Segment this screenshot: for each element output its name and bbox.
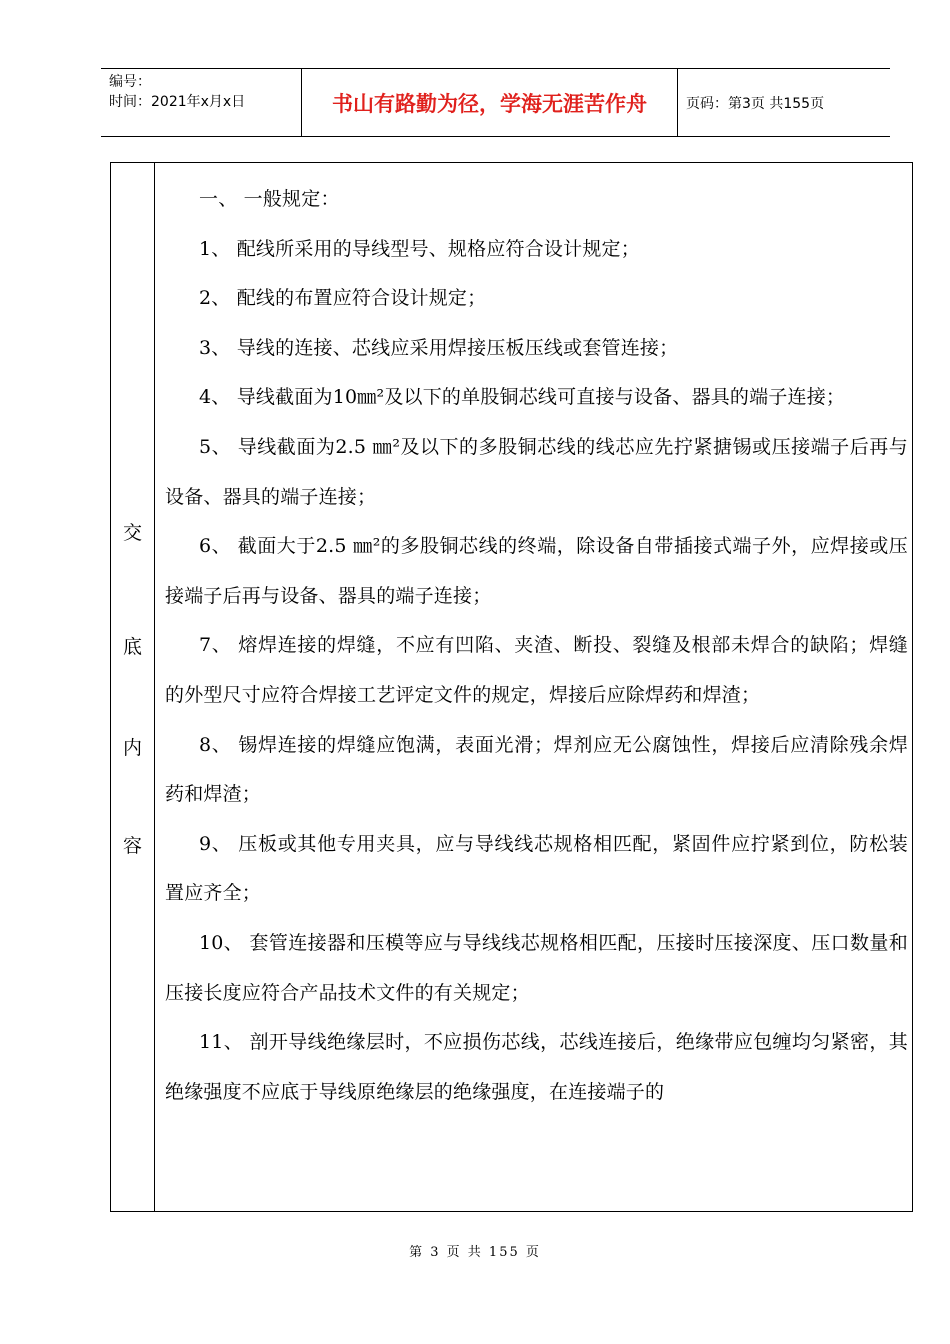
clause-paragraph: 2、 配线的布置应符合设计规定； bbox=[199, 287, 487, 310]
page-footer: 第 3 页 共 155 页 bbox=[409, 1245, 541, 1260]
clause-paragraph: 5、 导线截面为2.5 ㎜²及以下的多股铜芯线的线芯应先拧紧搪锡或压接端子后再与设备、器具的端子连接； bbox=[165, 435, 908, 508]
document-time-label: 时间：2021年x月x日 bbox=[109, 94, 246, 110]
clause-paragraph: 4、 导线截面为10㎜²及以下的单股铜芯线可直接与设备、器具的端子连接； bbox=[199, 386, 846, 409]
label-char: 底 bbox=[122, 636, 142, 658]
disclosure-content bbox=[165, 175, 908, 1117]
header-divider bbox=[677, 69, 678, 136]
clause-paragraph: 9、 压板或其他专用夹具，应与导线线芯规格相匹配，紧固件应拧紧到位，防松装置应齐全； bbox=[165, 832, 908, 905]
clause-paragraph: 6、 截面大于2.5 ㎜²的多股铜芯线的终端，除设备自带插接式端子外，应焊接或压接端子后再与设备、器具的端子连接； bbox=[165, 535, 908, 607]
label-char: 内 bbox=[122, 737, 142, 759]
disclosure-table bbox=[110, 162, 913, 1212]
clause-paragraph: 3、 导线的连接、芯线应采用焊接压板压线或套管连接； bbox=[199, 336, 679, 359]
page-header bbox=[101, 68, 890, 137]
clause-paragraph: 8、 锡焊连接的焊缝应饱满，表面光滑；焊剂应无公腐蚀性，焊接后应清除残余焊药和焊渣； bbox=[165, 733, 908, 806]
clause-paragraph: 10、 套管连接器和压模等应与导线线芯规格相匹配，压接时压接深度、压口数量和压接长度应符合产品技术文件的有关规定； bbox=[165, 931, 908, 1004]
label-char: 交 bbox=[122, 522, 142, 544]
header-meta bbox=[109, 72, 245, 112]
header-motto: 书山有路勤为径，学海无涯苦作舟 bbox=[332, 91, 647, 116]
document-number-label: 编号： bbox=[109, 74, 151, 90]
clause-paragraph: 7、 熔焊连接的焊缝，不应有凹陷、夹渣、断投、裂缝及根部未焊合的缺陷；焊缝的外型尺寸应符合焊接工艺评定文件的规定，焊接后应除焊药和焊渣； bbox=[165, 634, 908, 706]
header-page-number: 页码：第3页 共155页 bbox=[686, 95, 825, 112]
clause-paragraph: 11、 剖开导线绝缘层时，不应损伤芯线，芯线连接后，绝缘带应包缠均匀紧密，其绝缘强度不应底于导线原绝缘层的绝缘强度，在连接端子的 bbox=[165, 1031, 908, 1103]
clause-paragraph: 1、 配线所采用的导线型号、规格应符合设计规定； bbox=[199, 237, 640, 260]
label-char: 容 bbox=[122, 835, 142, 857]
section-heading: 一、 一般规定： bbox=[199, 188, 340, 210]
label-column bbox=[111, 163, 155, 1211]
